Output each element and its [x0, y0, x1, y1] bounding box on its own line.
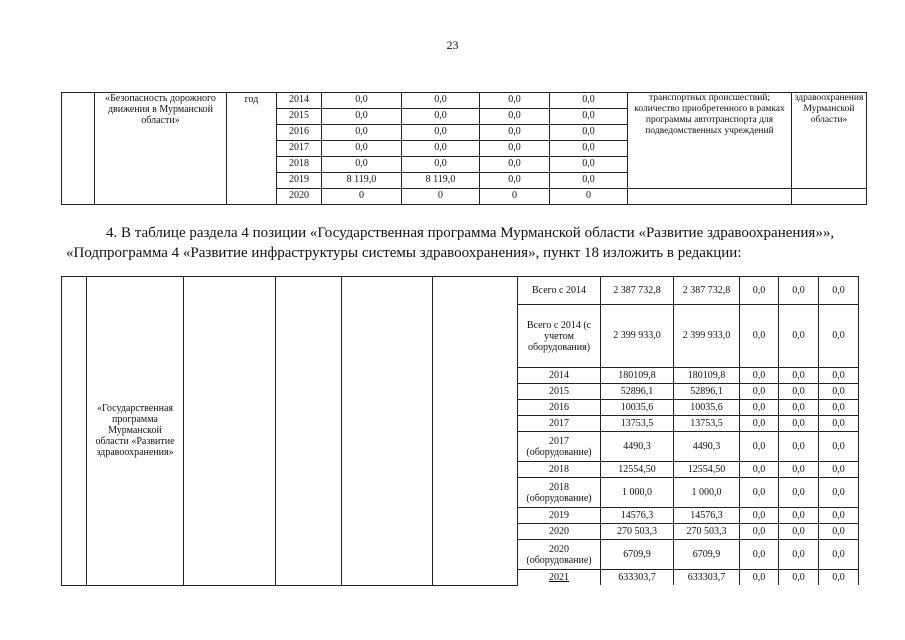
table1-year: 2020	[277, 189, 322, 205]
table1-value-v2: 0,0	[402, 157, 480, 173]
table1-value-v1: 0,0	[322, 141, 402, 157]
table2-value-v5: 0,0	[819, 478, 859, 508]
table2-value-v3: 0,0	[740, 432, 779, 462]
table2-period-label: 2016	[518, 400, 601, 416]
table1-value-v3: 0,0	[480, 109, 550, 125]
table2-value-v1: 14576,3	[601, 508, 674, 524]
table2-value-v2: 2 387 732,8	[674, 277, 740, 305]
table2-value-v2: 6709,9	[674, 540, 740, 570]
table2-value-v2: 270 503,3	[674, 524, 740, 540]
table1-value-v4: 0,0	[550, 125, 628, 141]
table1-value-v1: 8 119,0	[322, 173, 402, 189]
table1-value-v4: 0	[550, 189, 628, 205]
table1-year: 2017	[277, 141, 322, 157]
table2-value-v4: 0,0	[779, 384, 819, 400]
table1-value-v3: 0,0	[480, 125, 550, 141]
table2-index-cell	[62, 277, 87, 586]
table2-value-v1: 4490,3	[601, 432, 674, 462]
table2-period-label: 2014	[518, 368, 601, 384]
table2-value-v2: 14576,3	[674, 508, 740, 524]
table1-indicator-empty	[628, 189, 792, 205]
table2-value-v3: 0,0	[740, 478, 779, 508]
table2-value-v4: 0,0	[779, 540, 819, 570]
table1-value-v1: 0	[322, 189, 402, 205]
table2-value-v3: 0,0	[740, 462, 779, 478]
table2-value-v2: 180109,8	[674, 368, 740, 384]
table1-value-v2: 0,0	[402, 93, 480, 109]
table1-value-v3: 0,0	[480, 157, 550, 173]
table1-value-v3: 0	[480, 189, 550, 205]
table2-value-v5: 0,0	[819, 462, 859, 478]
table2-value-v5: 0,0	[819, 524, 859, 540]
table1-executor: здравоохранения Мурманской области»	[792, 93, 867, 189]
table1-value-v2: 0,0	[402, 141, 480, 157]
table2-value-v3: 0,0	[740, 384, 779, 400]
table2-period-label: 2021	[518, 570, 601, 586]
table2-value-v1: 2 387 732,8	[601, 277, 674, 305]
table2-value-v2: 10035,6	[674, 400, 740, 416]
table2-value-v4: 0,0	[779, 416, 819, 432]
table1-value-v2: 0,0	[402, 125, 480, 141]
table2-value-v5: 0,0	[819, 384, 859, 400]
table2-body	[62, 277, 859, 586]
table2-value-v1: 270 503,3	[601, 524, 674, 540]
table1-unit: год	[227, 93, 277, 205]
table2-value-v1: 10035,6	[601, 400, 674, 416]
table2-value-v3: 0,0	[740, 416, 779, 432]
table1-executor-empty	[792, 189, 867, 205]
table2-value-v3: 0,0	[740, 305, 779, 368]
table2-period-label: 2015	[518, 384, 601, 400]
table1-year: 2014	[277, 93, 322, 109]
table2-period-label: 2017 (оборудование)	[518, 432, 601, 462]
page-number: 23	[446, 38, 459, 52]
table1-value-v4: 0,0	[550, 93, 628, 109]
table1-year: 2016	[277, 125, 322, 141]
table1-indicator: транспортных происшествий; количество приобретенного в рамках программы автотранспорта для подведомственных учреждений	[628, 93, 792, 189]
table2-value-v3: 0,0	[740, 524, 779, 540]
table2-empty-col-a	[184, 277, 276, 586]
amendment-paragraph	[66, 223, 866, 263]
table2-value-v5: 0,0	[819, 368, 859, 384]
table2-row	[62, 277, 859, 305]
table2-value-v2: 2 399 933,0	[674, 305, 740, 368]
table1-body	[62, 93, 867, 205]
table1-value-v3: 0,0	[480, 173, 550, 189]
table2-value-v2: 633303,7	[674, 570, 740, 586]
table2-value-v4: 0,0	[779, 462, 819, 478]
table1-value-v1: 0,0	[322, 109, 402, 125]
table1-value-v1: 0,0	[322, 157, 402, 173]
funding-table-road-safety	[61, 92, 867, 205]
table2-value-v2: 1 000,0	[674, 478, 740, 508]
table2-value-v5: 0,0	[819, 416, 859, 432]
table2-value-v5: 0,0	[819, 508, 859, 524]
table2-value-v4: 0,0	[779, 400, 819, 416]
table2-value-v4: 0,0	[779, 524, 819, 540]
table1-value-v3: 0,0	[480, 93, 550, 109]
table1-value-v2: 0,0	[402, 109, 480, 125]
table2-value-v4: 0,0	[779, 432, 819, 462]
table2-value-v5: 0,0	[819, 540, 859, 570]
table2-value-v2: 52896,1	[674, 384, 740, 400]
table1-value-v2: 0	[402, 189, 480, 205]
table2-value-v5: 0,0	[819, 277, 859, 305]
table2-empty-col-d	[433, 277, 518, 586]
table1-value-v1: 0,0	[322, 125, 402, 141]
table2-value-v1: 180109,8	[601, 368, 674, 384]
table1-value-v4: 0,0	[550, 157, 628, 173]
table2-value-v1: 12554,50	[601, 462, 674, 478]
table1-value-v4: 0,0	[550, 141, 628, 157]
table2-value-v1: 52896,1	[601, 384, 674, 400]
table2-period-label: Всего с 2014 (с учетом оборудования)	[518, 305, 601, 368]
table2-empty-col-b	[276, 277, 342, 586]
table2-value-v2: 13753,5	[674, 416, 740, 432]
table2-value-v5: 0,0	[819, 400, 859, 416]
table1-row	[62, 93, 867, 109]
table1-program-name: «Безопасность дорожного движения в Мурманской области»	[95, 93, 227, 205]
table2-value-v3: 0,0	[740, 368, 779, 384]
table2-value-v1: 633303,7	[601, 570, 674, 586]
table2-value-v5: 0,0	[819, 432, 859, 462]
table2-period-label: 2019	[518, 508, 601, 524]
table1-value-v4: 0,0	[550, 173, 628, 189]
table2-value-v2: 4490,3	[674, 432, 740, 462]
table2-value-v1: 2 399 933,0	[601, 305, 674, 368]
table2-value-v3: 0,0	[740, 400, 779, 416]
table2-value-v5: 0,0	[819, 570, 859, 586]
table2-value-v3: 0,0	[740, 540, 779, 570]
table1-value-v3: 0,0	[480, 141, 550, 157]
table2-value-v1: 1 000,0	[601, 478, 674, 508]
table2-program-name: «Государственная программа Мурманской области «Развитие здравоохранения»	[87, 277, 184, 586]
table2-value-v3: 0,0	[740, 508, 779, 524]
table1-year: 2015	[277, 109, 322, 125]
table2-value-v4: 0,0	[779, 277, 819, 305]
table2-period-label: Всего с 2014	[518, 277, 601, 305]
table1-year: 2018	[277, 157, 322, 173]
table2-period-label: 2020	[518, 524, 601, 540]
table2-period-label: 2017	[518, 416, 601, 432]
table2-value-v5: 0,0	[819, 305, 859, 368]
table2-period-label: 2020 (оборудование)	[518, 540, 601, 570]
paragraph-line-1: 4. В таблице раздела 4 позиции «Государственная программа Мурманской области «Развитие здравоохранения»»,	[106, 225, 835, 241]
table2-value-v2: 12554,50	[674, 462, 740, 478]
table1-value-v1: 0,0	[322, 93, 402, 109]
table2-value-v4: 0,0	[779, 368, 819, 384]
table2-value-v4: 0,0	[779, 570, 819, 586]
table2-value-v3: 0,0	[740, 277, 779, 305]
table2-value-v4: 0,0	[779, 508, 819, 524]
table2-value-v4: 0,0	[779, 478, 819, 508]
table1-value-v4: 0,0	[550, 109, 628, 125]
table2-empty-col-c	[342, 277, 433, 586]
table2-value-v1: 13753,5	[601, 416, 674, 432]
funding-table-healthcare	[61, 276, 859, 586]
table1-value-v2: 8 119,0	[402, 173, 480, 189]
table2-period-label: 2018 (оборудование)	[518, 478, 601, 508]
table1-index-cell	[62, 93, 95, 205]
table2-value-v1: 6709,9	[601, 540, 674, 570]
table1-year: 2019	[277, 173, 322, 189]
paragraph-line-2: «Подпрограмма 4 «Развитие инфраструктуры системы здравоохранения», пункт 18 изложить в редакции:	[66, 245, 742, 261]
table2-value-v4: 0,0	[779, 305, 819, 368]
table2-value-v3: 0,0	[740, 570, 779, 586]
table2-period-label: 2018	[518, 462, 601, 478]
